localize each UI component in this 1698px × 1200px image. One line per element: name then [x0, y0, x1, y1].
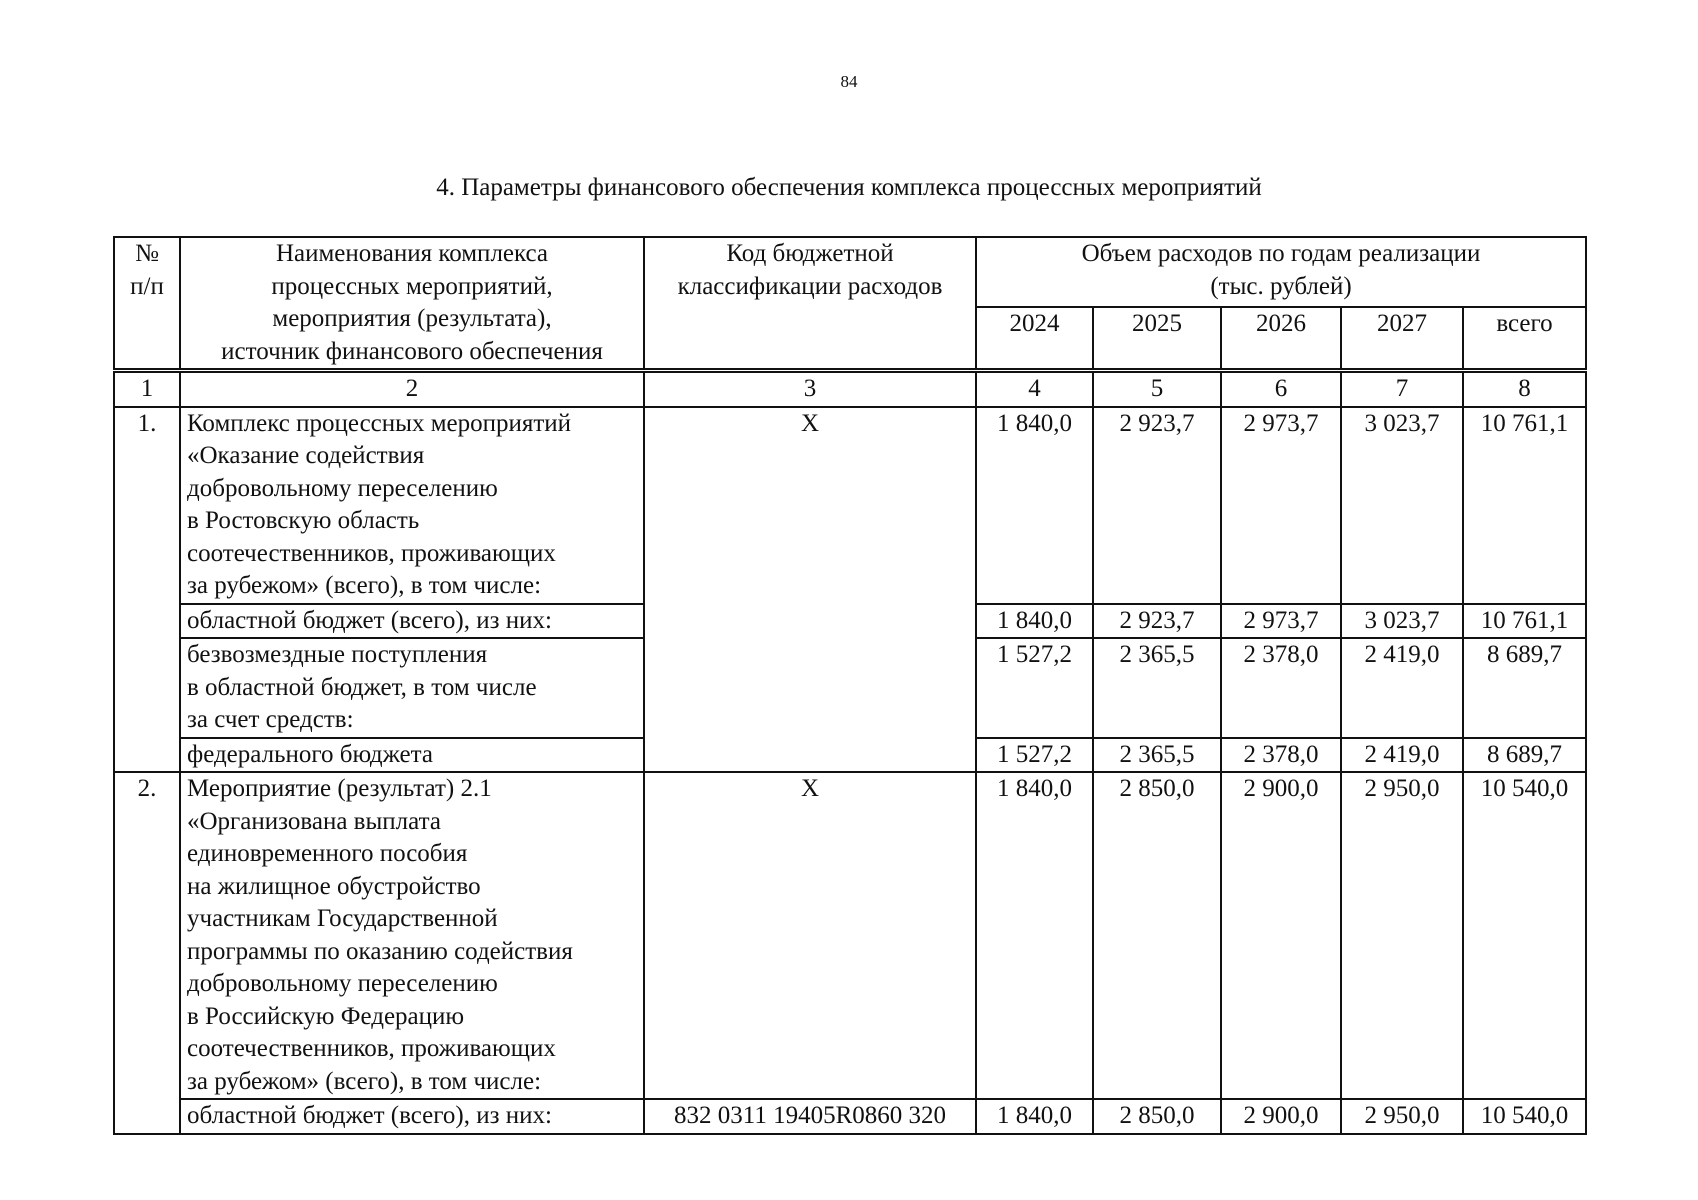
column-number: 6 [1221, 371, 1341, 407]
value-2025: 2 365,5 [1093, 638, 1221, 738]
item-name: областной бюджет (всего), из них: [180, 1099, 644, 1134]
value-2024: 1 840,0 [976, 604, 1093, 639]
header-total: всего [1463, 307, 1586, 371]
budget-classification-code: 832 0311 19405R0860 320 [644, 1099, 976, 1134]
value-2026: 2 900,0 [1221, 772, 1341, 1099]
value-2025: 2 850,0 [1093, 1099, 1221, 1134]
value-2027: 3 023,7 [1341, 407, 1463, 604]
header-year-2025: 2025 [1093, 307, 1221, 371]
header-number-cell: № п/п [114, 237, 180, 371]
value-2025: 2 365,5 [1093, 738, 1221, 773]
item-code: X [644, 407, 976, 773]
value-2024: 1 840,0 [976, 407, 1093, 604]
header-volume-cell: Объем расходов по годам реализации (тыс. рублей) [976, 237, 1586, 307]
item-name: безвозмездные поступления в областной бюджет, в том числе за счет средств: [180, 638, 644, 738]
column-number: 8 [1463, 371, 1586, 407]
table-row [114, 1099, 1586, 1134]
column-number: 2 [180, 371, 644, 407]
financing-table [113, 236, 1587, 1135]
item-number: 2. [114, 772, 180, 1134]
value-2026: 2 378,0 [1221, 638, 1341, 738]
item-number: 1. [114, 407, 180, 773]
item-name: Комплекс процессных мероприятий «Оказание содействия добровольному переселению в Ростовскую область соотечественников, проживающих за рубежом» (всего), в том числе: [180, 407, 644, 604]
value-total: 8 689,7 [1463, 738, 1586, 773]
value-2026: 2 973,7 [1221, 407, 1341, 604]
item-name: областной бюджет (всего), из них: [180, 604, 644, 639]
column-number: 4 [976, 371, 1093, 407]
value-total: 10 540,0 [1463, 772, 1586, 1099]
value-2024: 1 527,2 [976, 638, 1093, 738]
value-2027: 2 419,0 [1341, 638, 1463, 738]
table-row [114, 407, 1586, 604]
header-name-cell: Наименования комплекса процессных мероприятий, мероприятия (результата), источник финансового обеспечения [180, 237, 644, 371]
value-2025: 2 850,0 [1093, 772, 1221, 1099]
page-number: 84 [840, 72, 858, 91]
header-code-cell: Код бюджетной классификации расходов [644, 237, 976, 371]
item-name: Мероприятие (результат) 2.1 «Организована выплата единовременного пособия на жилищное обустройство участникам Государственной программы по оказанию содействия добровольному переселению в Российскую Федерацию соотечественников, проживающих за рубежом» (всего), в том числе: [180, 772, 644, 1099]
value-2024: 1 527,2 [976, 738, 1093, 773]
item-code: X [644, 772, 976, 1099]
value-2027: 2 950,0 [1341, 1099, 1463, 1134]
header-year-2026: 2026 [1221, 307, 1341, 371]
value-total: 10 761,1 [1463, 604, 1586, 639]
value-2024: 1 840,0 [976, 1099, 1093, 1134]
value-2027: 3 023,7 [1341, 604, 1463, 639]
item-name: федерального бюджета [180, 738, 644, 773]
value-2026: 2 900,0 [1221, 1099, 1341, 1134]
value-2025: 2 923,7 [1093, 604, 1221, 639]
section-title: 4. Параметры финансового обеспечения комплекса процессных мероприятий [436, 174, 1262, 201]
table-row [114, 772, 1586, 1099]
column-number: 5 [1093, 371, 1221, 407]
value-2026: 2 378,0 [1221, 738, 1341, 773]
value-2027: 2 419,0 [1341, 738, 1463, 773]
header-year-2024: 2024 [976, 307, 1093, 371]
value-2027: 2 950,0 [1341, 772, 1463, 1099]
header-year-2027: 2027 [1341, 307, 1463, 371]
column-number-row [114, 371, 1586, 407]
table-header-row-1 [114, 237, 1586, 307]
value-total: 10 540,0 [1463, 1099, 1586, 1134]
value-2024: 1 840,0 [976, 772, 1093, 1099]
column-number: 3 [644, 371, 976, 407]
column-number: 7 [1341, 371, 1463, 407]
value-2026: 2 973,7 [1221, 604, 1341, 639]
value-total: 10 761,1 [1463, 407, 1586, 604]
value-2025: 2 923,7 [1093, 407, 1221, 604]
value-total: 8 689,7 [1463, 638, 1586, 738]
column-number: 1 [114, 371, 180, 407]
